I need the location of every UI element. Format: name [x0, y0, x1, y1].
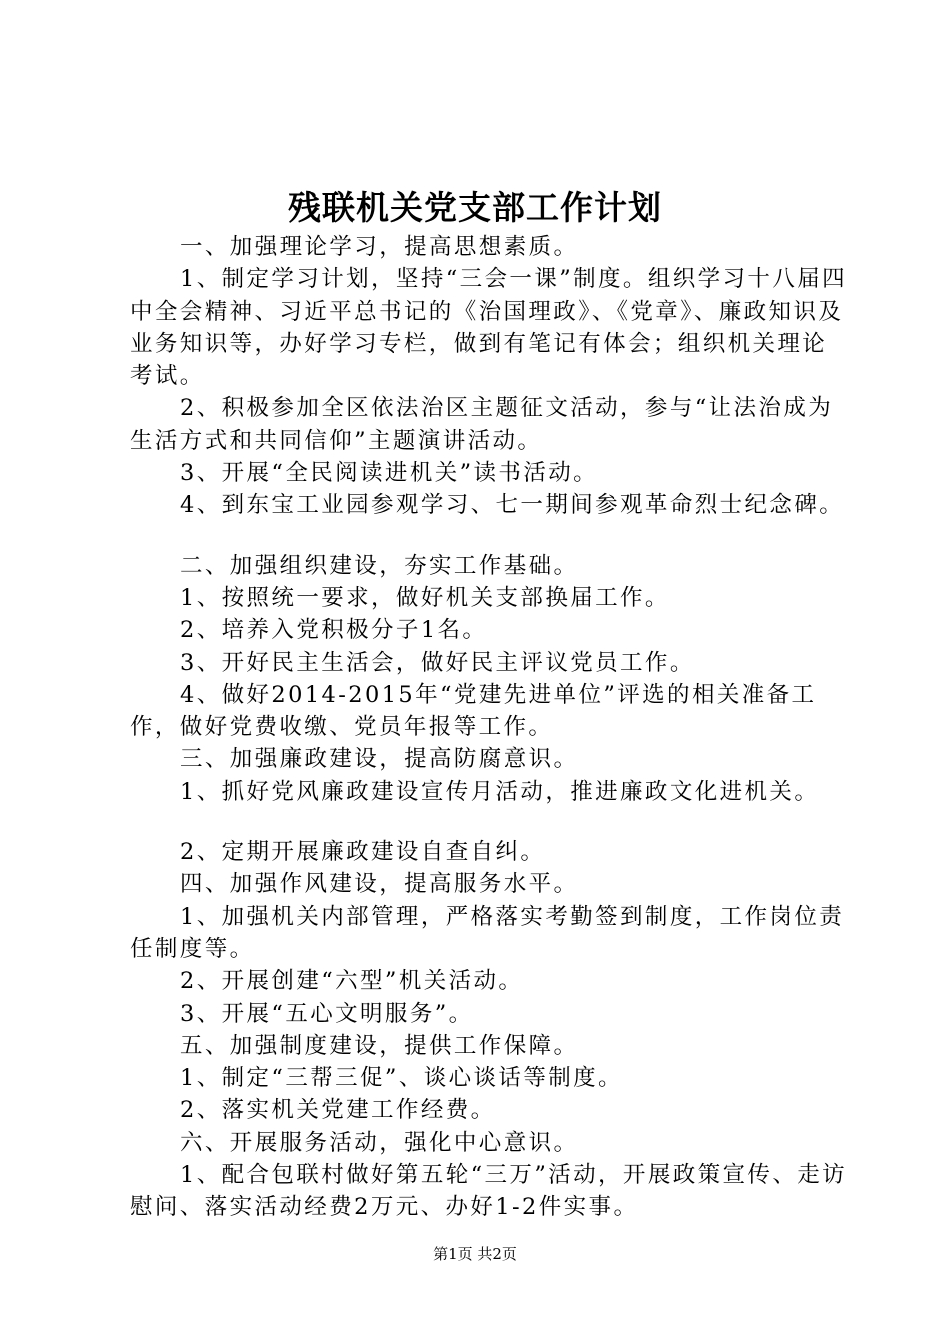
document-body — [130, 231, 850, 1224]
paragraph-4-1: 1、加强机关内部管理，严格落实考勤签到制度，工作岗位责任制度等。 — [130, 903, 845, 962]
paragraph-6-1: 1、配合包联村做好第五轮“三万”活动，开展政策宣传、走访慰问、落实活动经费2万元、办好1-2件实事。 — [130, 1162, 848, 1221]
paragraph-4-3: 3、开展“五心文明服务”。 — [180, 1000, 474, 1027]
paragraph-3-2: 2、定期开展廉政建设自查自纠。 — [180, 839, 546, 866]
section-heading-6: 六、开展服务活动，强化中心意识。 — [180, 1129, 579, 1156]
section-heading-3: 三、加强廉政建设，提高防腐意识。 — [180, 746, 579, 773]
paragraph-1-4: 4、到东宝工业园参观学习、七一期间参观革命烈士纪念碑。 — [180, 492, 845, 519]
paragraph-2-2: 2、培养入党积极分子1名。 — [180, 617, 488, 644]
paragraph-2-1: 1、按照统一要求，做好机关支部换届工作。 — [180, 584, 670, 611]
paragraph-1-3: 3、开展“全民阅读进机关”读书活动。 — [180, 460, 599, 487]
paragraph-2-3: 3、开好民主生活会，做好民主评议党员工作。 — [180, 649, 695, 676]
paragraph-1-2: 2、积极参加全区依法治区主题征文活动，参与“让法治成为生活方式和共同信仰”主题演讲活动。 — [130, 395, 834, 454]
page-number-footer: 第1页 共2页 — [433, 1245, 517, 1263]
document-title: 残联机关党支部工作计划 — [288, 188, 662, 227]
section-heading-5: 五、加强制度建设，提供工作保障。 — [180, 1032, 579, 1059]
section-heading-1: 一、加强理论学习，提高思想素质。 — [180, 234, 579, 260]
section-heading-2: 二、加强组织建设，夯实工作基础。 — [180, 552, 579, 579]
paragraph-2-4: 4、做好2014-2015年“党建先进单位”评选的相关准备工作，做好党费收缴、党员年报等工作。 — [130, 681, 817, 741]
paragraph-1-1: 1、制定学习计划，坚持“三会一课”制度。组织学习十八届四中全会精神、习近平总书记的《治国理政》、《党章》、廉政知识及业务知识等，办好学习专栏，做到有笔记有体会；组织机关理论考试。 — [130, 266, 848, 390]
paragraph-3-1: 1、抓好党风廉政建设宣传月活动，推进廉政文化进机关。 — [180, 778, 820, 805]
paragraph-5-1: 1、制定“三帮三促”、谈心谈话等制度。 — [180, 1065, 623, 1092]
paragraph-4-2: 2、开展创建“六型”机关活动。 — [180, 968, 524, 995]
section-heading-4: 四、加强作风建设，提高服务水平。 — [180, 871, 579, 898]
paragraph-5-2: 2、落实机关党建工作经费。 — [180, 1097, 496, 1124]
